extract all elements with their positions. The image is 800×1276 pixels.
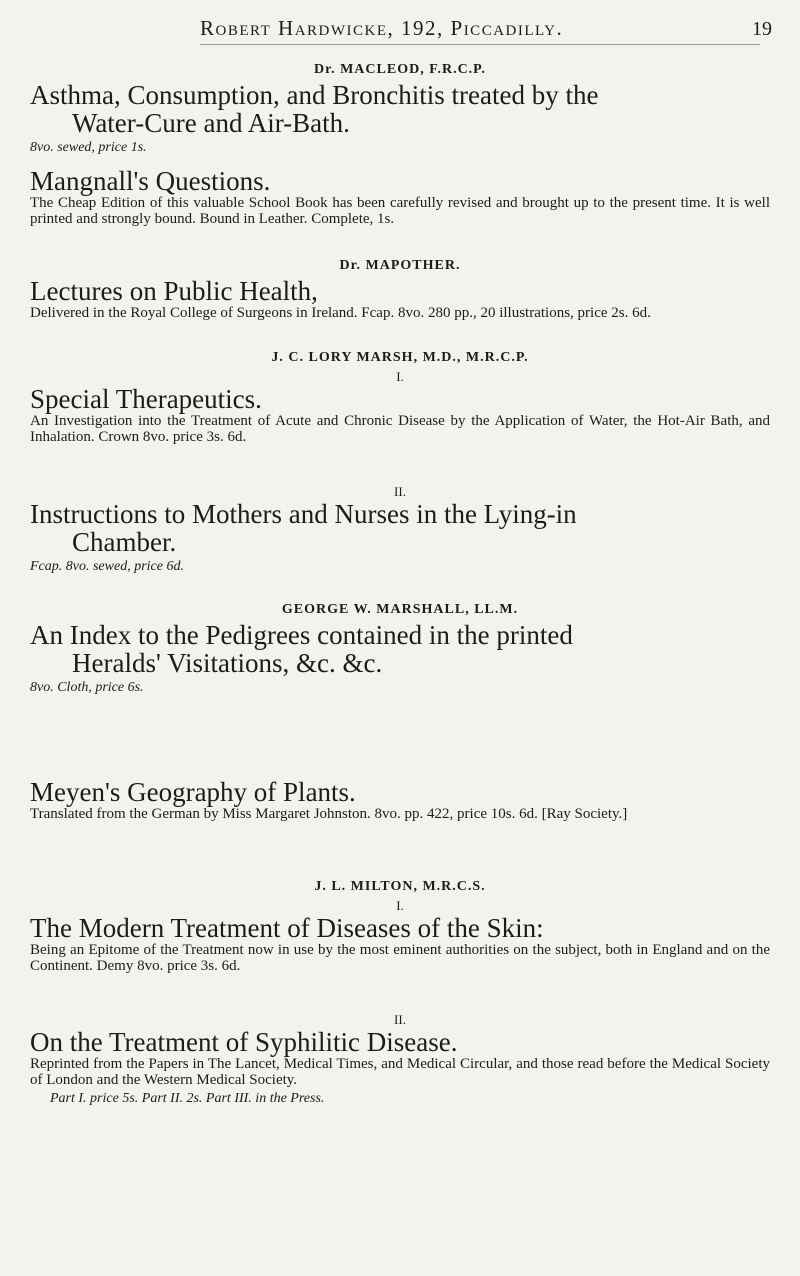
entry-title — [30, 621, 770, 677]
entry-note: Fcap. 8vo. sewed, price 6d. — [30, 559, 184, 574]
entry-description: The Cheap Edition of this valuable School Book has been carefully revised and brought up to the present time. It is well printed and strongly bound. Bound in Leather. Complete, 1s. — [30, 195, 770, 227]
entry-author: Dr. MACLEOD, F.R.C.P. — [314, 62, 486, 77]
entry-title: Meyen's Geography of Plants. — [30, 777, 356, 807]
entry-author: J. C. LORY MARSH, M.D., M.R.C.P. — [271, 350, 529, 365]
entry-title-line: Chamber. — [72, 527, 177, 557]
entry-author: J. L. MILTON, M.R.C.S. — [314, 879, 486, 894]
entry-macleod — [30, 62, 770, 156]
entry-mapother — [30, 258, 770, 321]
entry-description: Translated from the German by Miss Margaret Johnston. 8vo. pp. 422, price 10s. 6d. [Ray Society.] — [30, 806, 628, 822]
entry-marshall — [30, 602, 770, 696]
entry-marsh-special-therapeutics — [30, 350, 770, 445]
entry-numeral: I. — [396, 898, 404, 913]
entry-title-line: An Index to the Pedigrees contained in the printed — [30, 620, 573, 650]
entry-author: GEORGE W. MARSHALL, LL.M. — [281, 602, 519, 617]
entry-marsh-instructions — [30, 482, 770, 575]
entry-numeral: II. — [394, 484, 406, 499]
running-head: Robert Hardwicke, 192, Piccadilly. — [200, 16, 564, 40]
entry-title: Mangnall's Questions. — [30, 166, 271, 196]
entry-description: An Investigation into the Treatment of Acute and Chronic Disease by the Application of Water, the Hot-Air Bath, and Inhalation. Crown 8vo. price 3s. 6d. — [30, 413, 770, 445]
entry-meyen — [30, 778, 770, 822]
entry-milton-syphilitic — [30, 1010, 770, 1107]
entry-title — [30, 500, 770, 556]
entry-title-line: Heralds' Visitations, &c. &c. — [72, 648, 383, 678]
entry-title: The Modern Treatment of Diseases of the Skin: — [30, 913, 544, 943]
entry-author: Dr. MAPOTHER. — [339, 258, 461, 273]
entry-mangnall — [30, 167, 770, 227]
entry-numeral: II. — [394, 1012, 406, 1027]
entry-title: Lectures on Public Health, — [30, 276, 318, 306]
entry-title — [30, 81, 770, 137]
entry-description: Reprinted from the Papers in The Lancet, Medical Times, and Medical Circular, and those read before the Medical Society of London and the Western Medical Society. — [30, 1056, 770, 1088]
entry-numeral: I. — [396, 369, 404, 384]
entry-milton-skin — [30, 879, 770, 974]
entry-title-line: Water-Cure and Air-Bath. — [72, 108, 350, 138]
entry-description: Being an Epitome of the Treatment now in use by the most eminent authorities on the subject, both in England and on the Continent. Demy 8vo. price 3s. 6d. — [30, 942, 770, 974]
entry-description: Delivered in the Royal College of Surgeons in Ireland. Fcap. 8vo. 280 pp., 20 illustrations, price 2s. 6d. — [30, 305, 651, 321]
entry-title-line: Instructions to Mothers and Nurses in the Lying-in — [30, 499, 577, 529]
entry-title: On the Treatment of Syphilitic Disease. — [30, 1027, 458, 1057]
entry-title-line: Asthma, Consumption, and Bronchitis treated by the — [30, 80, 599, 110]
entry-note: Part I. price 5s. Part II. 2s. Part III. in the Press. — [50, 1091, 325, 1106]
entry-note: 8vo. sewed, price 1s. — [30, 140, 147, 155]
entry-title: Special Therapeutics. — [30, 384, 262, 414]
entry-note: 8vo. Cloth, price 6s. — [30, 680, 144, 695]
page-number: 19 — [752, 18, 772, 40]
header-rule — [200, 44, 760, 45]
